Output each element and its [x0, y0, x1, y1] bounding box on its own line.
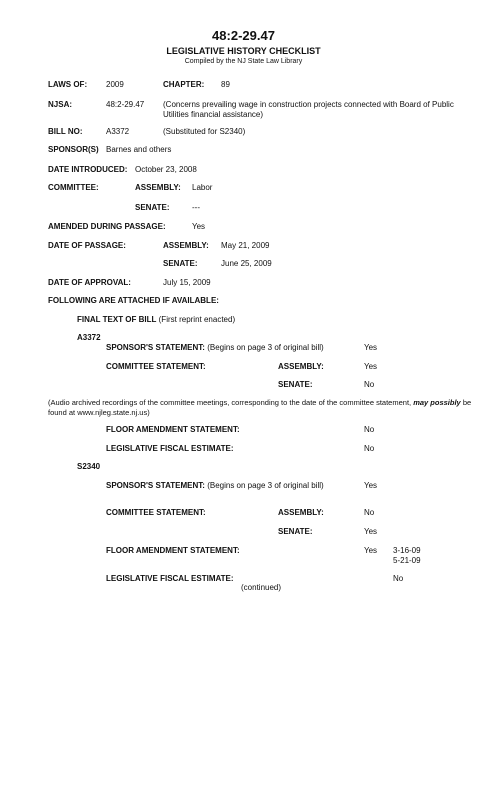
committee-label: COMMITTEE: [48, 183, 99, 192]
audio-archive-note [48, 398, 476, 418]
s2340-assembly-label: ASSEMBLY: [278, 508, 324, 517]
bill-no-value: A3372 [106, 127, 130, 136]
a3372-committee-label: COMMITTEE STATEMENT: [106, 362, 206, 371]
audio-note-emphasis: may possibly [413, 398, 461, 407]
passage-senate-value: June 25, 2009 [221, 259, 272, 268]
final-text-note: (First reprint enacted) [158, 315, 236, 324]
passage-senate-label: SENATE: [163, 259, 198, 268]
chapter-label: CHAPTER: [163, 80, 205, 89]
a3372-floor-value: No [364, 425, 375, 434]
njsa-value: 48:2-29.47 [106, 100, 145, 109]
s2340-senate-value: Yes [364, 527, 378, 536]
s2340-sponsor-value: Yes [364, 481, 378, 490]
chapter-value: 89 [221, 80, 230, 89]
continued-note: (continued) [241, 583, 282, 592]
page-title: LEGISLATIVE HISTORY CHECKLIST [166, 46, 321, 56]
a3372-floor-label: FLOOR AMENDMENT STATEMENT: [106, 425, 240, 434]
committee-assembly-label: ASSEMBLY: [135, 183, 181, 192]
s2340-senate-label: SENATE: [278, 527, 313, 536]
a3372-sponsor-label: SPONSOR'S STATEMENT: [106, 343, 205, 352]
s2340-floor-date-2: 5-21-09 [393, 556, 421, 565]
sponsors-value: Barnes and others [106, 145, 172, 154]
date-introduced-label: DATE INTRODUCED: [48, 165, 128, 174]
a3372-sponsor-value: Yes [364, 343, 378, 352]
sponsors-label: SPONSOR(S) [48, 145, 99, 154]
bill-no-label: BILL NO: [48, 127, 83, 136]
a3372-fiscal-label: LEGISLATIVE FISCAL ESTIMATE: [106, 444, 234, 453]
a3372-assembly-value: Yes [364, 362, 378, 371]
s2340-fiscal-label: LEGISLATIVE FISCAL ESTIMATE: [106, 574, 234, 583]
committee-senate-label: SENATE: [135, 203, 170, 212]
s2340-assembly-value: No [364, 508, 375, 517]
s2340-committee-label: COMMITTEE STATEMENT: [106, 508, 206, 517]
passage-assembly-label: ASSEMBLY: [163, 241, 209, 250]
a3372-senate-label: SENATE: [278, 380, 313, 389]
a3372-assembly-label: ASSEMBLY: [278, 362, 324, 371]
statute-number: 48:2-29.47 [212, 28, 275, 43]
bill-no-note: (Substituted for S2340) [163, 127, 246, 136]
s2340-sponsor-statement [106, 481, 324, 491]
s2340-sponsor-label: SPONSOR'S STATEMENT: [106, 481, 205, 490]
s2340-floor-value: Yes [364, 546, 378, 555]
passage-assembly-value: May 21, 2009 [221, 241, 270, 250]
amended-label: AMENDED DURING PASSAGE: [48, 222, 166, 231]
njsa-label: NJSA: [48, 100, 73, 109]
s2340-floor-date-1: 3-16-09 [393, 546, 421, 555]
s2340-fiscal-value: No [393, 574, 404, 583]
a3372-sponsor-statement [106, 343, 324, 353]
committee-senate-value: --- [192, 203, 200, 212]
a3372-label: A3372 [77, 333, 101, 342]
date-of-approval-value: July 15, 2009 [163, 278, 211, 287]
audio-note-before: (Audio archived recordings of the committee meetings, corresponding to the date of the committee statement, [48, 398, 414, 407]
date-of-passage-label: DATE OF PASSAGE: [48, 241, 126, 250]
a3372-fiscal-value: No [364, 444, 375, 453]
date-of-approval-label: DATE OF APPROVAL: [48, 278, 131, 287]
final-text-label: FINAL TEXT OF BILL [77, 315, 157, 324]
amended-value: Yes [192, 222, 206, 231]
a3372-senate-value: No [364, 380, 375, 389]
a3372-sponsor-note: (Begins on page 3 of original bill) [207, 343, 324, 352]
attached-heading: FOLLOWING ARE ATTACHED IF AVAILABLE: [48, 296, 219, 305]
date-introduced-value: October 23, 2008 [135, 165, 197, 174]
s2340-sponsor-note: (Begins on page 3 of original bill) [207, 481, 324, 490]
audio-note-after: be found at www.njleg.state.nj.us) [48, 398, 472, 417]
committee-assembly-value: Labor [192, 183, 213, 192]
page-subtitle: Compiled by the NJ State Law Library [184, 58, 303, 65]
s2340-label: S2340 [77, 462, 101, 471]
s2340-floor-label: FLOOR AMENDMENT STATEMENT: [106, 546, 240, 555]
laws-of-label: LAWS OF: [48, 80, 88, 89]
njsa-description: (Concerns prevailing wage in construction projects connected with Board of Public Utilities financial assistance) [163, 100, 454, 119]
laws-of-value: 2009 [106, 80, 124, 89]
final-text-row [77, 315, 235, 325]
